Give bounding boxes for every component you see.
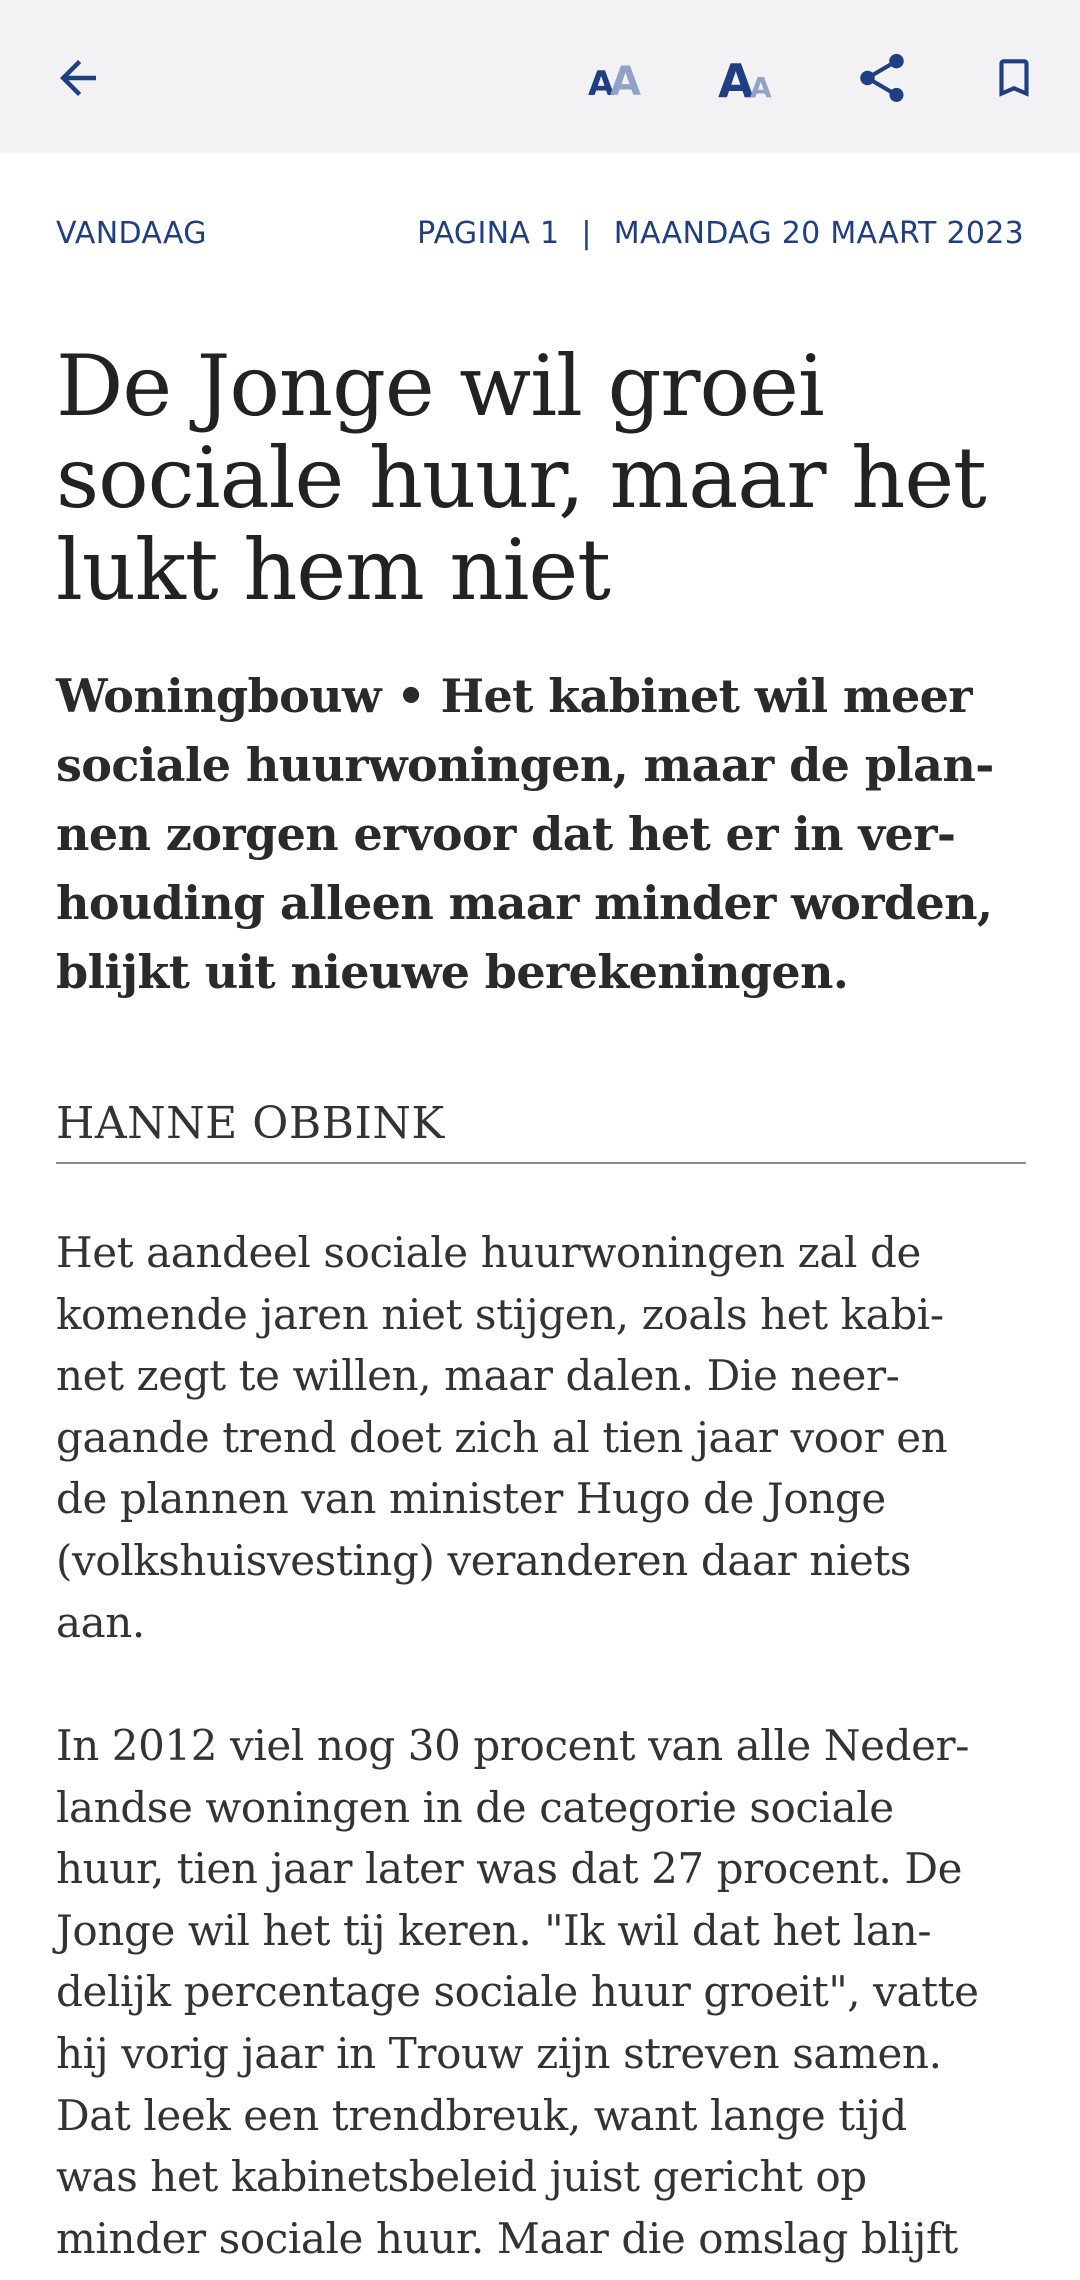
body-paragraph-1 <box>56 1222 1036 1653</box>
paragraph-line: delijk percentage sociale huur groeit", vatte <box>56 1967 979 2017</box>
article-intro <box>56 662 1036 1007</box>
paragraph-line: was het kabinetsbeleid juist gericht op <box>56 2152 867 2202</box>
share-button[interactable] <box>834 30 930 126</box>
svg-text:A: A <box>750 71 772 104</box>
paragraph-line: gaande trend doet zich al tien jaar voor en <box>56 1412 948 1462</box>
paragraph-line: (volkshuisvesting) veranderen daar niets <box>56 1535 912 1585</box>
top-toolbar <box>0 0 1080 153</box>
paragraph-line: Het aandeel sociale huurwoningen zal de <box>56 1228 921 1277</box>
headline-line: sociale huur, maar het <box>56 429 986 527</box>
paragraph-line: In 2012 viel nog 30 procent van alle Neder- <box>56 1721 969 1770</box>
svg-text:A: A <box>718 54 754 105</box>
paragraph-line: komende jaren niet stijgen, zoals het kabi- <box>56 1289 944 1339</box>
paragraph-line: aan. <box>56 1597 145 1647</box>
svg-text:A: A <box>610 59 641 105</box>
page-date-info <box>417 216 1024 251</box>
paragraph-line: minder sociale huur. Maar die omslag blijft <box>56 2213 958 2263</box>
back-button[interactable] <box>30 30 126 126</box>
paragraph-line: landse woningen in de categorie sociale <box>56 1782 894 1832</box>
intro-line: blijkt uit nieuwe berekeningen. <box>56 945 849 999</box>
arrow-left-icon <box>51 51 105 105</box>
page-number: PAGINA 1 <box>417 216 560 251</box>
article-headline <box>56 337 1036 619</box>
paragraph-line: de plannen van minister Hugo de Jonge <box>56 1474 886 1524</box>
headline-line: lukt hem niet <box>56 521 610 619</box>
body-paragraph-2 <box>56 1715 1036 2269</box>
text-size-decrease-icon <box>586 51 650 105</box>
bookmark-icon <box>989 51 1039 105</box>
bookmark-button[interactable] <box>966 30 1062 126</box>
intro-line: houding alleen maar minder worden, <box>56 876 993 930</box>
author-byline: HANNE OBBINK <box>56 1098 1026 1164</box>
headline-line: De Jonge wil groei <box>56 337 824 435</box>
intro-line: Woningbouw • Het kabinet wil meer <box>56 669 972 723</box>
section-label: VANDAAG <box>56 216 207 251</box>
intro-line: sociale huurwoningen, maar de plan- <box>56 738 994 792</box>
share-icon <box>853 49 911 107</box>
paragraph-line: Jonge wil het tij keren. "Ik wil dat het lan- <box>56 1905 932 1955</box>
paragraph-line: net zegt te willen, maar dalen. Die neer- <box>56 1351 900 1401</box>
intro-line: nen zorgen ervoor dat het er in ver- <box>56 807 956 861</box>
text-size-increase-icon <box>716 51 784 105</box>
paragraph-line: huur, tien jaar later was dat 27 procent. De <box>56 1844 963 1894</box>
svg-text:A: A <box>588 64 615 104</box>
paragraph-line: hij vorig jaar in Trouw zijn streven samen. <box>56 2028 942 2078</box>
article-meta <box>56 216 1024 256</box>
font-larger-button[interactable] <box>702 30 798 126</box>
paragraph-line: Dat leek een trendbreuk, want lange tijd <box>56 2090 907 2140</box>
publication-date: MAANDAG 20 MAART 2023 <box>613 216 1024 251</box>
meta-separator: | <box>581 216 592 251</box>
font-smaller-button[interactable] <box>570 30 666 126</box>
